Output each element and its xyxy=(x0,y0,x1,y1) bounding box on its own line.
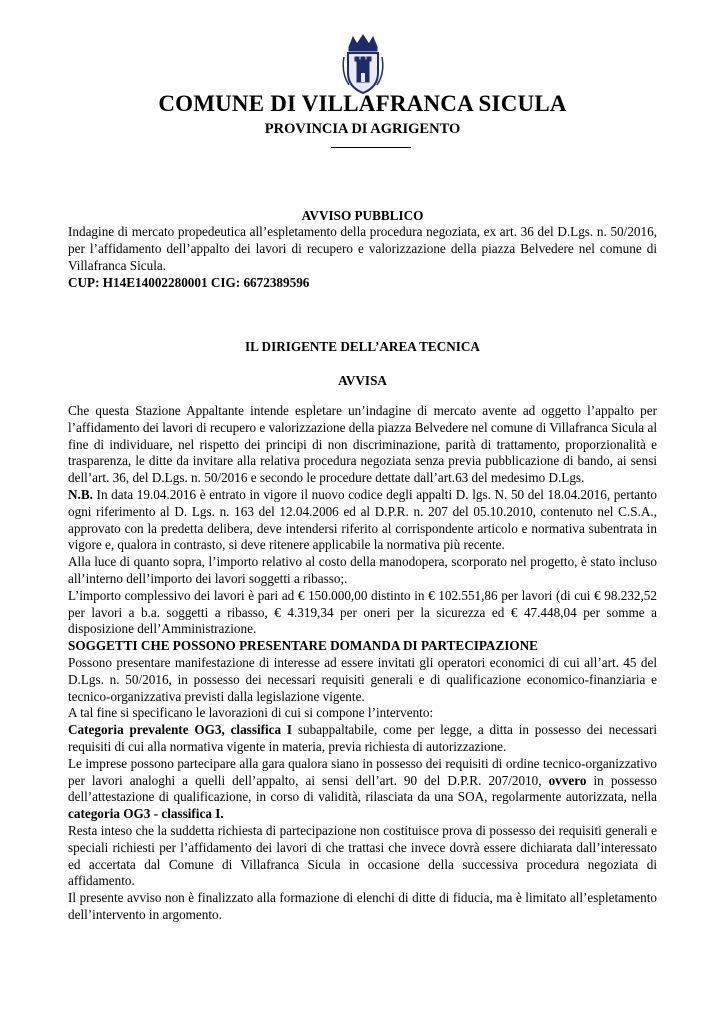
nb-label: N.B. xyxy=(68,486,93,502)
provincia-subtitle: PROVINCIA DI AGRIGENTO xyxy=(264,121,461,137)
paragraph-nb xyxy=(68,487,657,554)
header-divider xyxy=(331,147,411,148)
comune-title: COMUNE DI VILLAFRANCA SICULA xyxy=(158,91,567,116)
paragraph-finalita: Il presente avviso non è finalizzato alla formazione di elenchi di ditte di fiducia, ma è limitato all’espletamento dell’intervento in argomento. xyxy=(68,890,657,922)
categoria-og3-label: categoria OG3 - classifica I. xyxy=(68,806,224,822)
paragraph-importo: L’importo complessivo dei lavori è pari ad € 150.000,00 distinto in € 102.551,86 per lavori (di cui € 98.232,52 per lavori a b.a. soggetti a ribasso, € 4.319,34 per oneri per la sicurezza ed € 47.448,04 per somme a disposizione dell’Amministrazione. xyxy=(68,587,657,637)
nb-text: In data 19.04.2016 è entrato in vigore il nuovo codice degli appalti D. lgs. N. 50 del 18.04.2016, pertanto ogni riferimento al D. Lgs. n. 163 del 12.04.2006 ed al D.P.R. n. 207 del 05.10.2010, contenuto nel C.S.A., approvato con la predetta delibera, deve intendersi riferito al corrispondente articolo e normativa subentrata in vigore e, qualora in contrasto, si deve ritenere applicabile la normativa più recente. xyxy=(68,486,657,553)
paragraph-categoria xyxy=(68,722,657,756)
soggetti-heading: SOGGETTI CHE POSSONO PRESENTARE DOMANDA DI PARTECIPAZIONE xyxy=(68,638,538,654)
paragraph-resta-inteso: Resta inteso che la suddetta richiesta di partecipazione non costituisce prova di possesso dei requisiti generali e speciali richiesti per l’affidamento dei lavori di che trattasi che invece dovrà essere dichiarata dall’interessato ed accertata dal Comune di Villafranca Sicula in occasione della successiva procedura negoziata di affidamento. xyxy=(68,822,657,889)
avviso-section xyxy=(68,207,657,291)
requisiti-text-b: in possesso dell’attestazione di qualificazione, in corso di validità, rilasciata da una SOA, regolarmente autorizzata, nella xyxy=(68,772,657,805)
avviso-heading: AVVISO PUBBLICO xyxy=(301,208,424,223)
categoria-label: Categoria prevalente OG3, classifica I xyxy=(68,722,293,738)
dirigente-heading: IL DIRIGENTE DELL’AREA TECNICA xyxy=(245,339,480,354)
ovvero-label: ovvero xyxy=(548,772,587,788)
paragraph-lavorazioni: A tal fine si specificano le lavorazioni di cui si compone l’intervento: xyxy=(68,705,434,721)
cup-cig-codes: CUP: H14E14002280001 CIG: 6672389596 xyxy=(68,275,310,291)
avviso-intro: Indagine di mercato propedeutica all’espletamento della procedura negoziata, ex art. 36 del D.Lgs. n. 50/2016, per l’affidamento dell’appalto dei lavori di recupero e valorizzazione della piazza Belvedere nel comune di Villafranca Sicula. xyxy=(68,224,657,273)
paragraph-manodopera: Alla luce di quanto sopra, l’importo relativo al costo della manodopera, scorporato nel progetto, è stato incluso all’interno dell’importo dei lavori soggetti a ribasso;. xyxy=(68,554,657,586)
paragraph-operatori: Possono presentare manifestazione di interesse ad essere invitati gli operatori economici di cui all’art. 45 del D.Lgs. n. 50/2016, in possesso dei necessari requisiti generali e di qualificazione economico-finanziaria e tecnico-organizzativa previsti dalla legislazione vigente. xyxy=(68,654,657,704)
requisiti-text-a: Le imprese possono partecipare alla gara qualora siano in possesso dei requisiti di ordine tecnico-organizzativo per lavori analoghi a quelli dell’appalto, ai sensi dell’art. 90 del D.P.R. 207/2010, xyxy=(68,755,657,788)
paragraph-requisiti xyxy=(68,756,657,823)
avvisa-heading: AVVISA xyxy=(338,373,387,388)
body-text xyxy=(68,403,657,924)
paragraph-intent: Che questa Stazione Appaltante intende espletare un’indagine di mercato avente ad oggetto l’appalto per l’affidamento dei lavori di recupero e valorizzazione della piazza Belvedere nel comune di Villafranca Sicula al fine di individuare, nel rispetto dei principi di non discriminazione, parità di trattamento, proporzionalità e trasparenza, le ditte da invitare alla relativa procedura negoziata senza previa pubblicazione di bando, ai sensi dell’art. 36, del D.Lgs. n. 50/2016 e secondo le procedure dettate dall’art.63 del medesimo D.Lgs. xyxy=(68,403,657,486)
coat-of-arms-icon xyxy=(341,33,385,95)
categoria-text: subappaltabile, come per legge, a ditta in possesso dei necessari requisiti di cui alla normativa vigente in materia, previa richiesta di autorizzazione. xyxy=(68,722,657,754)
